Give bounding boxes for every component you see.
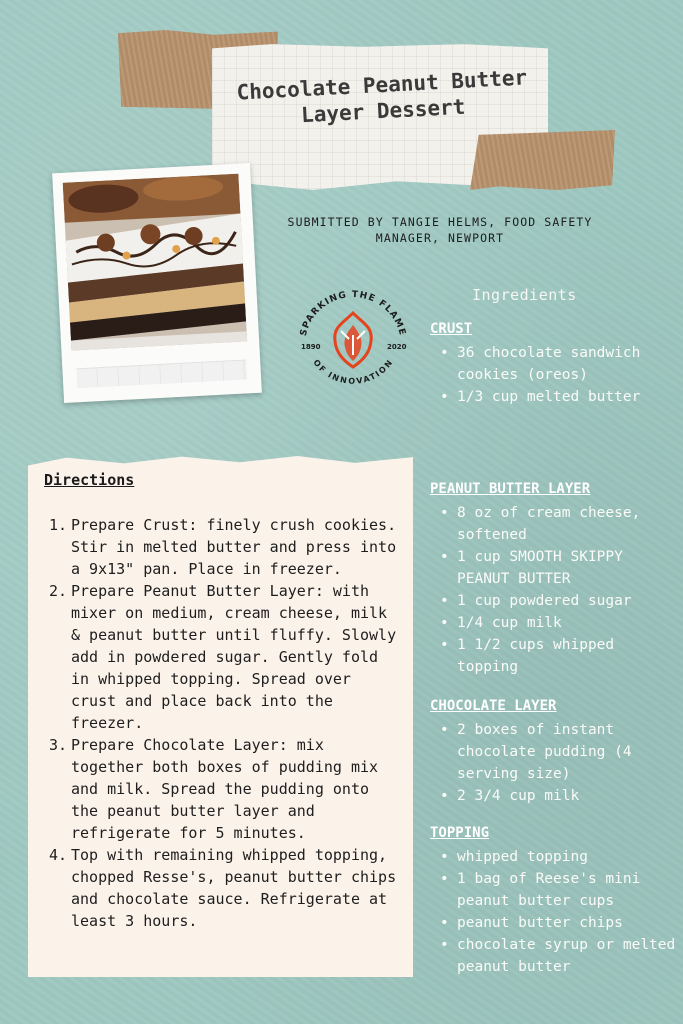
list-item: • 1/4 cup milk (430, 612, 680, 634)
logo-arc-top: SPARKING THE FLAME (298, 289, 408, 338)
step-number: 3. (49, 736, 68, 754)
section-title: CRUST (430, 321, 473, 337)
dessert-photo (63, 174, 248, 351)
list-item: • 1 cup powdered sugar (430, 590, 680, 612)
flame-emblem-icon (335, 313, 372, 367)
list-item: • 1 cup SMOOTH SKIPPY PEANUT BUTTER (430, 546, 680, 590)
list-item: • 2 boxes of instant chocolate pudding (4 serving size) (430, 719, 680, 785)
logo-arc-bottom: OF INNOVATION (311, 357, 395, 386)
direction-step (44, 734, 402, 844)
list-item: • chocolate syrup or melted peanut butter (430, 934, 680, 978)
anniversary-logo (283, 283, 423, 401)
step-number: 1. (49, 516, 68, 534)
ingredient-section-peanut-butter-layer (430, 480, 680, 678)
directions-heading: Directions (44, 471, 135, 489)
submitted-by: SUBMITTED BY TANGIE HELMS, FOOD SAFETY MANAGER, NEWPORT (287, 215, 593, 245)
step-number: 4. (49, 846, 68, 864)
dessert-photo-polaroid (52, 163, 262, 403)
step-text: Prepare Peanut Butter Layer: with mixer on medium, cream cheese, milk & peanut butter until fluffy. Slowly add in powdered sugar. Gently fold in whipped topping. Spread over crust and place back into the freezer. (71, 582, 397, 732)
ingredient-section-chocolate-layer (430, 697, 680, 807)
list-item: • 1/3 cup melted butter (430, 386, 680, 408)
direction-step (44, 514, 402, 580)
polaroid-bottom-strip (76, 359, 247, 388)
directions-list (44, 514, 402, 932)
step-text: Prepare Crust: finely crush cookies. Stir in melted butter and press into a 9x13" pan. Place in freezer. (71, 516, 397, 578)
section-title: TOPPING (430, 825, 490, 841)
list-item: • 1 1/2 cups whipped topping (430, 634, 680, 678)
list-item: • 2 3/4 cup milk (430, 785, 680, 807)
list-item: • 1 bag of Reese's mini peanut butter cups (430, 868, 680, 912)
ingredients-heading: Ingredients (472, 286, 577, 304)
ingredient-list (430, 719, 680, 807)
list-item: • 8 oz of cream cheese, softened (430, 502, 680, 546)
step-number: 2. (49, 582, 68, 600)
ingredient-section-crust (430, 320, 680, 408)
ingredient-list (430, 342, 680, 408)
ingredient-list (430, 846, 680, 978)
step-text: Prepare Chocolate Layer: mix together both boxes of pudding mix and milk. Spread the pudding onto the peanut butter layer and refrigerate for 5 minutes. (71, 736, 379, 842)
kraft-paper-scrap-right (470, 130, 615, 190)
dessert-photo-illustration (63, 174, 248, 351)
list-item: • peanut butter chips (430, 912, 680, 934)
recipe-title: Chocolate Peanut Butter Layer Dessert (235, 65, 528, 128)
section-title: CHOCOLATE LAYER (430, 698, 557, 714)
direction-step (44, 844, 402, 932)
section-title: PEANUT BUTTER LAYER (430, 481, 591, 497)
list-item: • whipped topping (430, 846, 680, 868)
ingredient-section-topping (430, 824, 680, 978)
logo-year-left: 1890 (301, 343, 321, 351)
step-text: Top with remaining whipped topping, chopped Resse's, peanut butter chips and chocolate sauce. Refrigerate at least 3 hours. (71, 846, 397, 930)
ingredient-list (430, 502, 680, 678)
svg-text:OF INNOVATION (311, 358, 394, 386)
direction-step (44, 580, 402, 734)
list-item: • 36 chocolate sandwich cookies (oreos) (430, 342, 680, 386)
logo-year-right: 2020 (387, 343, 407, 351)
